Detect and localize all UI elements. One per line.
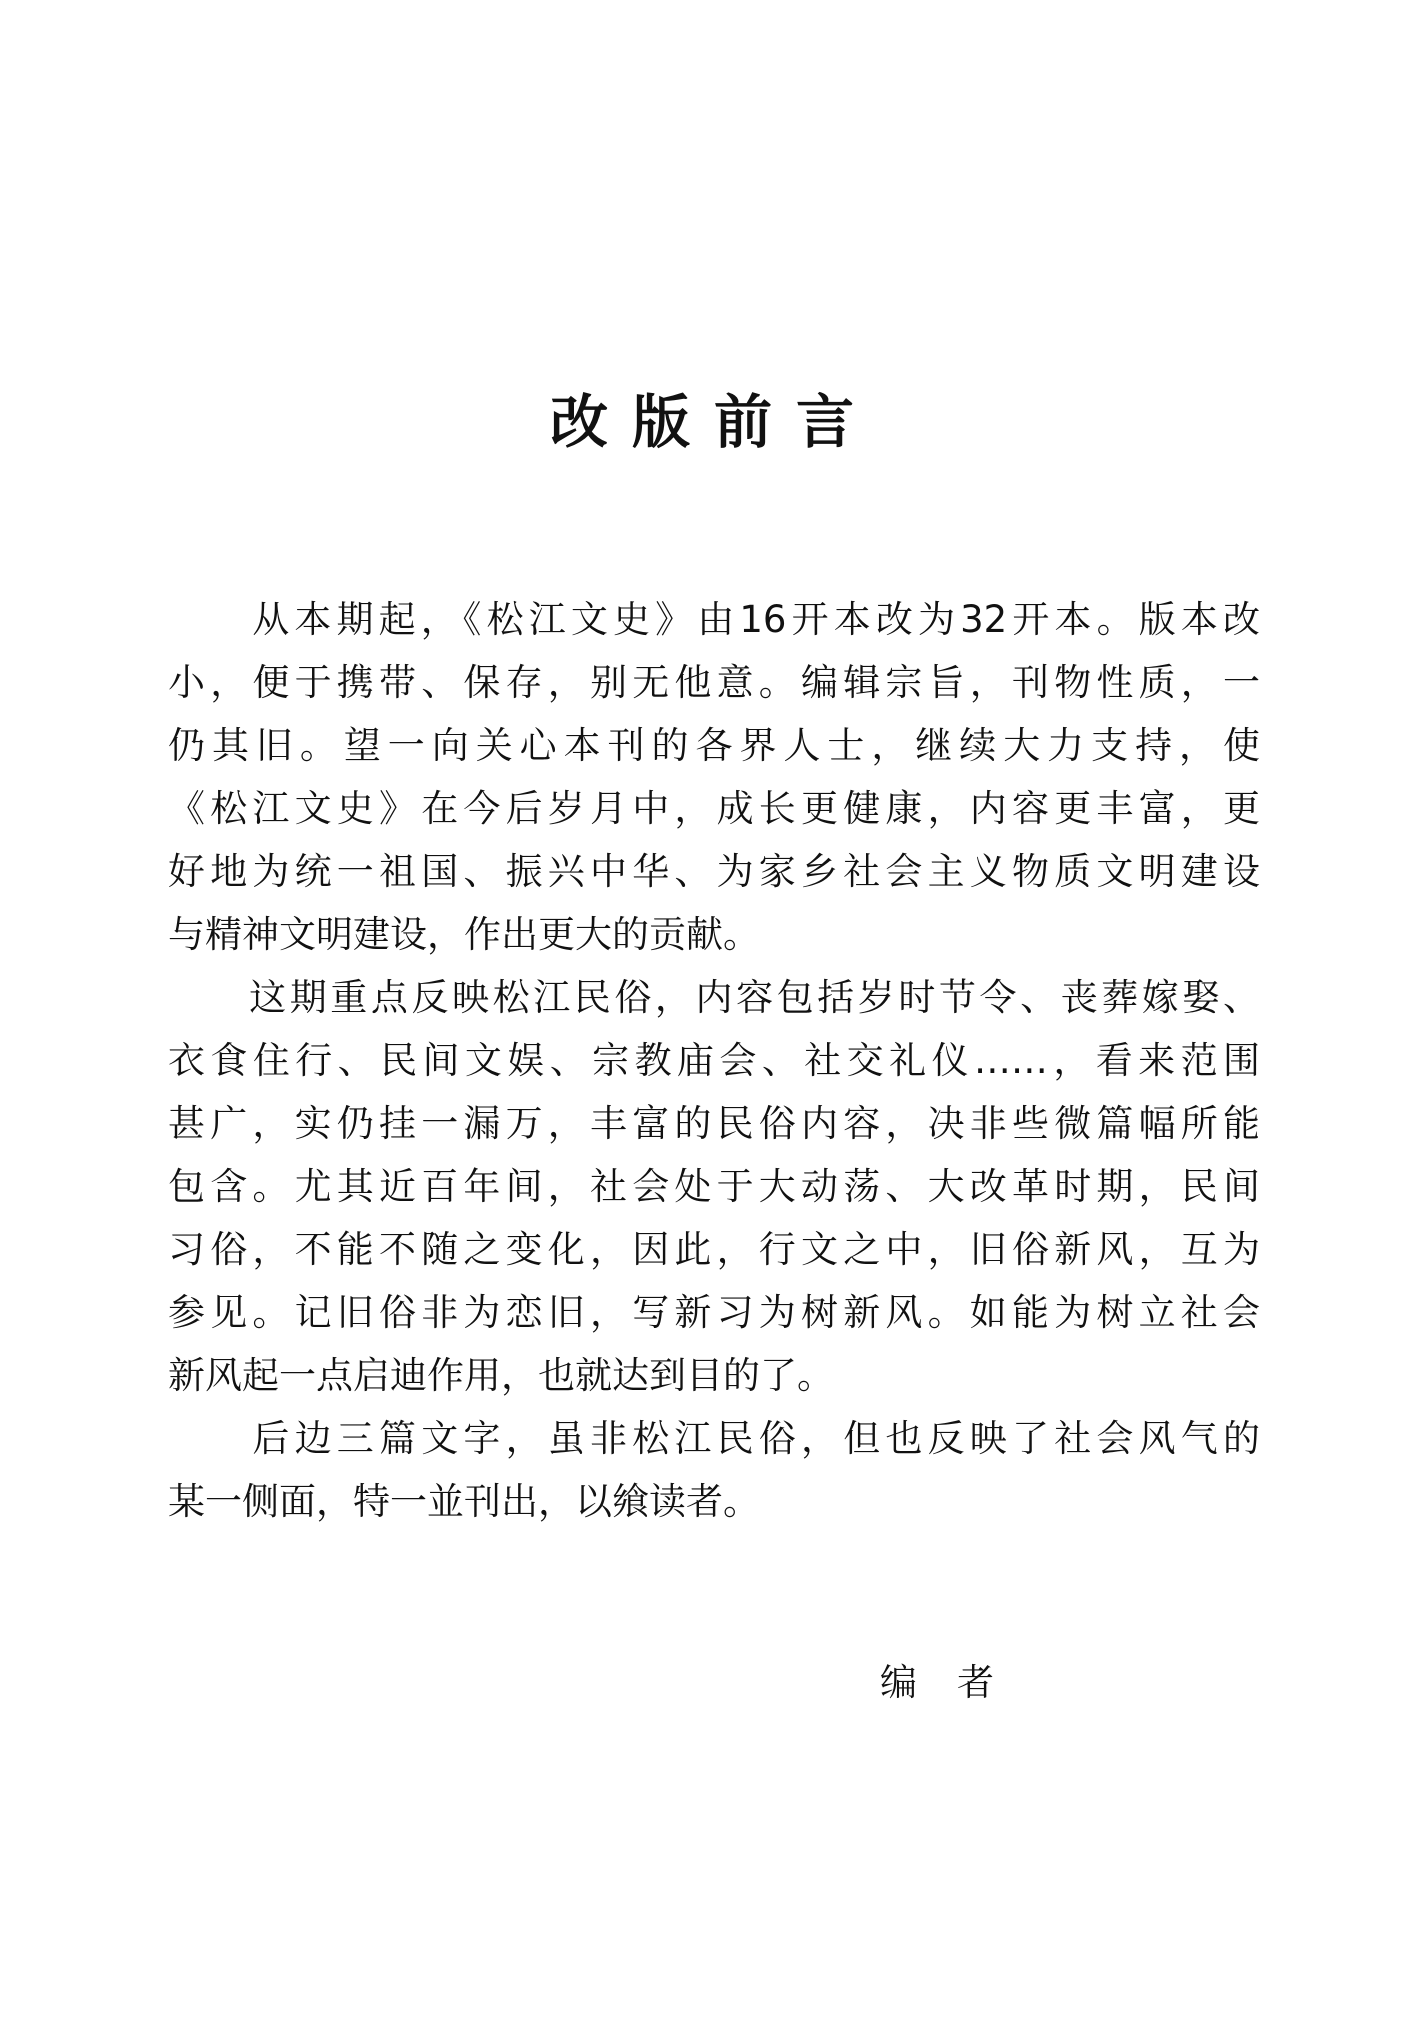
paragraph-2-line-7: 新风起一点启迪作用，也就达到目的了。 <box>168 1354 834 1397</box>
paragraph-1-line-5: 好地为统一祖国、振兴中华、为家乡社会主义物质文明建设 <box>168 850 1260 893</box>
paragraph-2-line-2: 衣食住行、民间文娱、宗教庙会、社交礼仪……，看来范围 <box>168 1039 1260 1082</box>
paragraph-3-line-1: 后边三篇文字，虽非松江民俗，但也反映了社会风气的 <box>168 1417 1260 1460</box>
paragraph-1-line-6: 与精神文明建设，作出更大的贡献。 <box>168 913 760 956</box>
preface-body <box>168 588 1260 1533</box>
paragraph-1-line-4: 《松江文史》在今后岁月中，成长更健康，内容更丰富，更 <box>168 787 1260 830</box>
paragraph-2-line-5: 习俗，不能不随之变化，因此，行文之中，旧俗新风，互为 <box>168 1228 1260 1271</box>
paragraph-2-line-4: 包含。尤其近百年间，社会处于大动荡、大改革时期，民间 <box>168 1165 1260 1208</box>
signature: 编者 <box>880 1661 1034 1704</box>
paragraph-1-line-1: 从本期起，《松江文史》由16开本改为32开本。版本改 <box>168 598 1260 641</box>
paragraph-2-line-6: 参见。记旧俗非为恋旧，写新习为树新风。如能为树立社会 <box>168 1291 1260 1334</box>
paragraph-1-line-2: 小，便于携带、保存，别无他意。编辑宗旨，刊物性质，一 <box>168 661 1260 704</box>
paragraph-2-line-1: 这期重点反映松江民俗，内容包括岁时节令、丧葬嫁娶、 <box>168 976 1260 1019</box>
paragraph-1-line-3: 仍其旧。望一向关心本刊的各界人士，继续大力支持，使 <box>168 724 1260 767</box>
page-title: 改版前言 <box>549 388 878 456</box>
paragraph-3-line-2: 某一侧面，特一並刊出，以飨读者。 <box>168 1480 760 1523</box>
paragraph-2-line-3: 甚广，实仍挂一漏万，丰富的民俗内容，决非些微篇幅所能 <box>168 1102 1260 1145</box>
